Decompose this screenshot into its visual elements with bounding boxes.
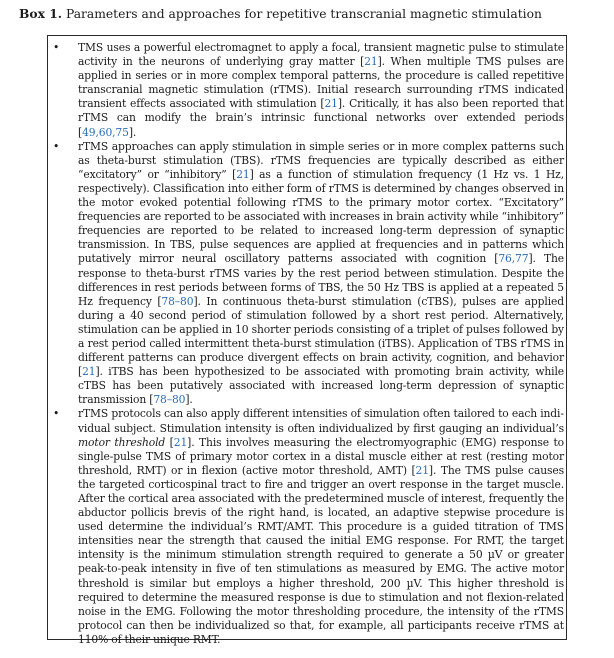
- box-title-text: Parameters and approaches for repetitive transcranial magnetic stimulation: [65, 7, 542, 21]
- bullet-icon: •: [53, 139, 60, 153]
- bullet-list: [53, 41, 564, 647]
- item-text: rTMS approaches can apply stimulation in simple series or in more complex patterns such as theta-burst stimulation (TBS). rTMS frequencies are typically described as either “excitatory” or “inhibitory” [: [78, 139, 564, 181]
- citation-link[interactable]: 21: [173, 435, 188, 449]
- item-text: ]. iTBS has been hypothesized to be associated with promoting brain activity, while cTBS has been putatively associated with increased long-term depression of synaptic transmission [: [78, 365, 564, 407]
- emphasis-text: motor threshold: [78, 435, 166, 449]
- box-title: [19, 6, 542, 21]
- citation-link[interactable]: 49,60,75: [82, 125, 129, 139]
- item-text: ].: [185, 393, 193, 407]
- citation-link[interactable]: 76,77: [498, 252, 529, 266]
- citation-link[interactable]: 21: [82, 365, 96, 379]
- citation-link[interactable]: 21: [236, 167, 250, 181]
- citation-link[interactable]: 78–80: [153, 393, 186, 407]
- list-item: [53, 41, 564, 140]
- item-text: ]. In continuous theta-burst stimulation (cTBS), pulses are applied during a 40 second period of stimulation followed by a short rest period. Alternatively, stimulation can be applied in 10 shorter periods consisting of a triplet of pulses followed by a rest period called intermittent theta-burst stimulation (iTBS). Application of TBS rTMS in different patterns can produce divergent effects on brain activity, cognition, and behavior [: [78, 294, 564, 379]
- bullet-icon: •: [53, 407, 60, 421]
- item-text: ]. This involves measuring the electromyographic (EMG) response to single-pulse TMS of primary motor cortex in a distal muscle either at rest (resting motor threshold, RMT) or in flexion (active motor threshold, AMT) [: [78, 435, 564, 477]
- item-text: ]. When multiple TMS pulses are applied in series or in more complex temporal patterns, the procedure is called repetitive transcranial magnetic stimulation (rTMS). Initial research surrounding rTMS indicated transient effects associated with stimulation [: [78, 55, 564, 111]
- item-text: ].: [128, 125, 137, 139]
- item-text: ]. The response to theta-burst rTMS varies by the rest period between stimulation. Despite the differences in rest periods between forms of TBS, the 50 Hz TBS is applied at a repeated 5 Hz frequency [: [78, 252, 564, 308]
- list-item: [53, 407, 564, 647]
- item-text: TMS uses a powerful electromagnet to apply a focal, transient magnetic pulse to stimulate activity in the neurons of underlying gray matter [: [78, 41, 564, 69]
- citation-link[interactable]: 21: [324, 97, 338, 111]
- item-text: ]. Critically, it has also been reported that rTMS can modify the brain’s intrinsic functional networks over extended periods [: [78, 97, 564, 139]
- bullet-icon: •: [53, 41, 60, 54]
- item-text: [: [165, 435, 174, 449]
- citation-link[interactable]: 21: [415, 463, 429, 477]
- citation-link[interactable]: 21: [364, 55, 378, 69]
- box-label: Box 1.: [19, 6, 63, 21]
- item-text: ]. The TMS pulse causes the targeted corticospinal tract to fire and trigger an overt response in the target muscle. After the cortical area associated with the predetermined muscle of interest, frequently the abductor pollicis brevis of the right hand, is located, an adaptive stepwise procedure is used determine the individual’s RMT/AMT. This procedure is a guided titration of TMS intensities near the strength that caused the initial EMG response. For RMT, the target intensity is the minimum stimulation strength required to generate a 50 µV or greater peak-to-peak intensity in five of ten stimulations as measured by EMG. The active motor threshold is similar but employs a higher threshold, 200 µV. This higher threshold is required to determine the measured response is due to stimulation and not flexion-related noise in the EMG. Following the motor thresholding procedure, the intensity of the rTMS protocol can then be individualized so that, for example, all participants receive rTMS at 110% of their unique RMT.: [78, 463, 564, 646]
- citation-link[interactable]: 78–80: [161, 294, 194, 308]
- item-text: ] as a function of stimulation frequency (1 Hz vs. 1 Hz, respectively). Classification into either form of rTMS is determined by changes observed in the motor evoked potential following rTMS to the primary motor cortex. “Excitatory” frequencies are reported to be associated with increases in brain activity while “inhibitory” frequencies are reported to be related to increased long-term depression of synaptic transmission. In TBS, pulse sequences are applied at frequencies and in patterns which putatively mirror neural oscillatory patterns associated with cognition [: [78, 167, 564, 266]
- list-item: [53, 139, 564, 408]
- item-text: rTMS protocols can also apply different intensities of simulation often tailored to each individual subject. Stimulation intensity is often individualized by first gauging an individual’s: [78, 407, 564, 435]
